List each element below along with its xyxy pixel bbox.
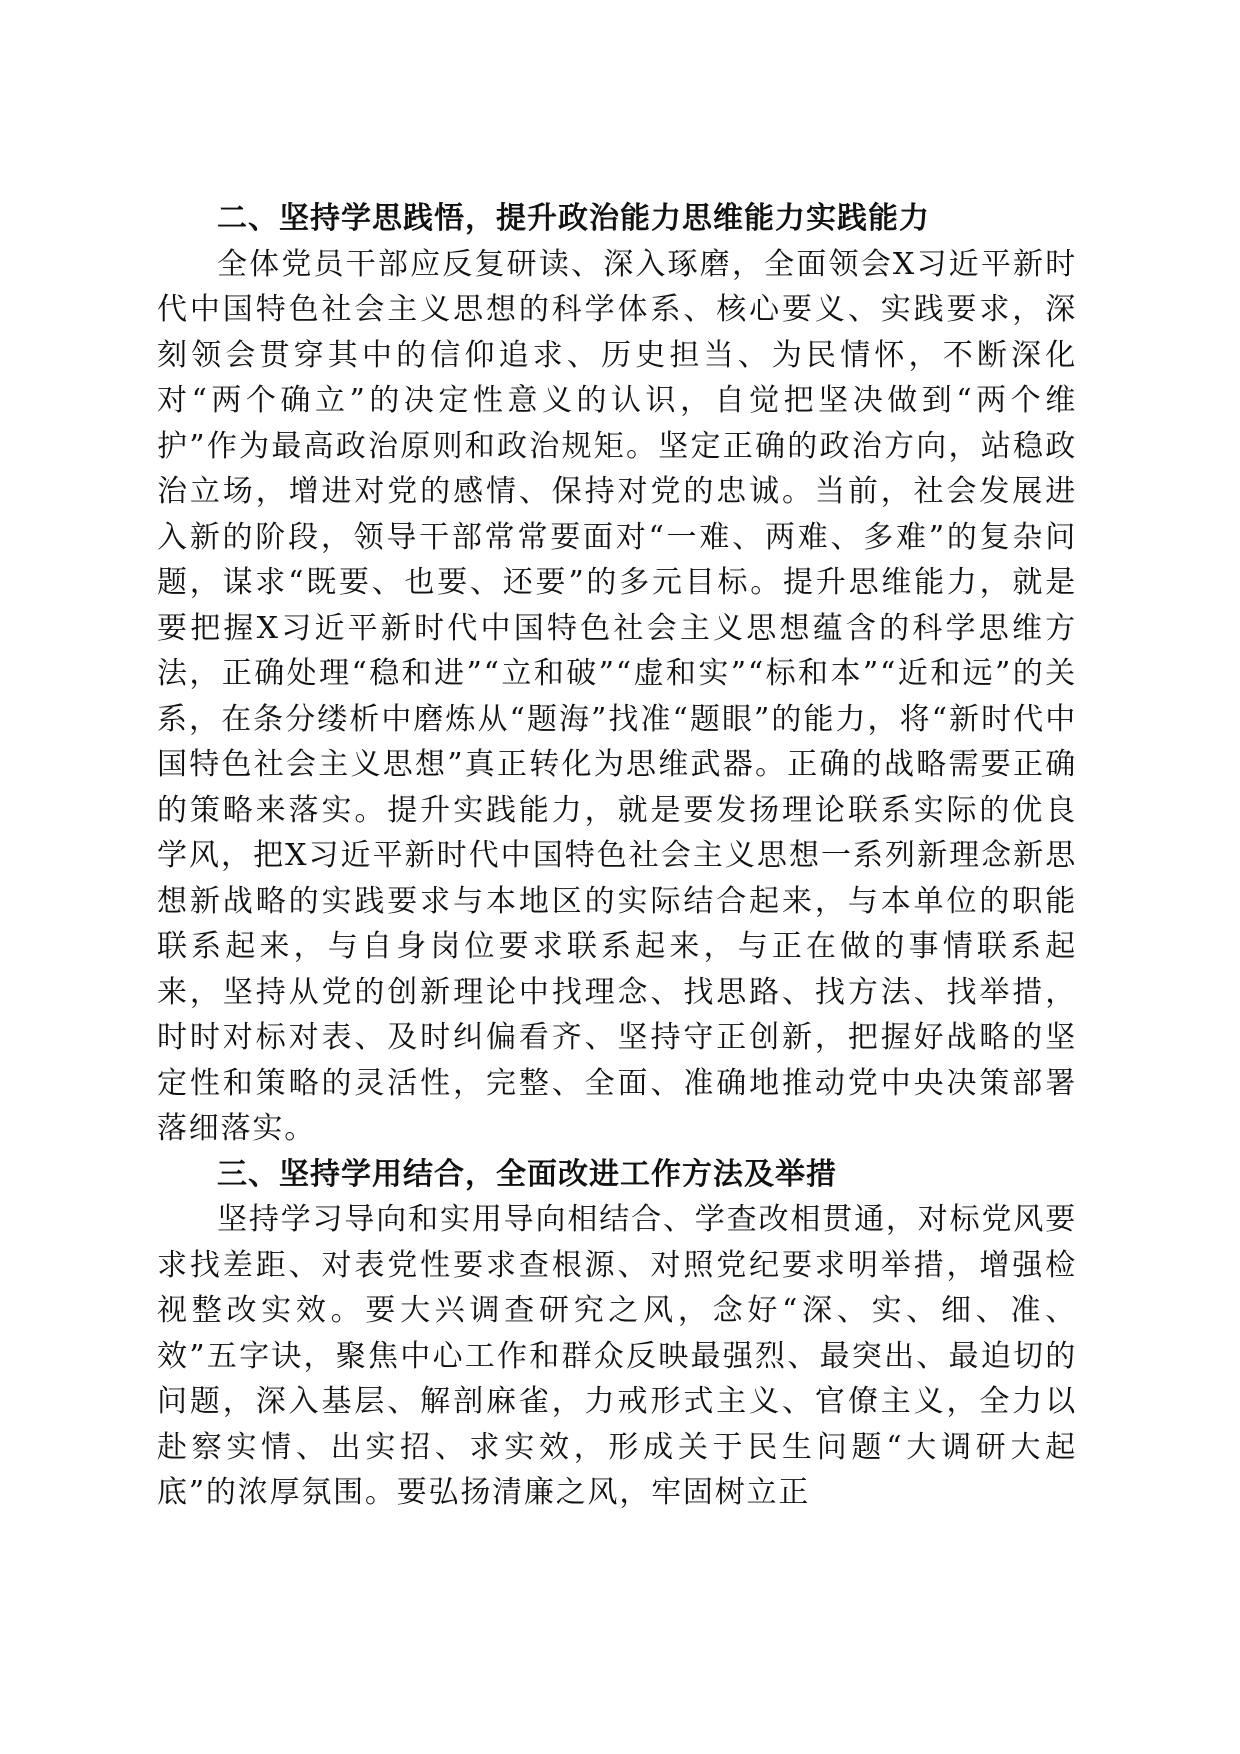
section-2-heading: 二、坚持学思践悟，提升政治能力思维能力实践能力 xyxy=(217,201,930,236)
section-2-paragraph: 全体党员干部应反复研读、深入琢磨，全面领会X习近平新时代中国特色社会主义思想的科学体系、核心要义、实践要求，深刻领会贯穿其中的信仰追求、历史担当、为民情怀，不断深化对“两个确立”的决定性意义的认识，自觉把坚决做到“两个维护”作为最高政治原则和政治规矩。坚定正确的政治方向，站稳政治立场，增进对党的感情、保持对党的忠诚。当前，社会发展进入新的阶段，领导干部常常要面对“一难、两难、多难”的复杂问题，谋求“既要、也要、还要”的多元目标。提升思维能力，就是要把握X习近平新时代中国特色社会主义思想蕴含的科学思维方法，正确处理“稳和进”“立和破”“虚和实”“标和本”“近和远”的关系，在条分缕析中磨炼从“题海”找准“题眼”的能力，将“新时代中国特色社会主义思想”真正转化为思维武器。正确的战略需要正确的策略来落实。提升实践能力，就是要发扬理论联系实际的优良学风，把X习近平新时代中国特色社会主义思想一系列新理念新思想新战略的实践要求与本地区的实际结合起来，与本单位的职能联系起来，与自身岗位要求联系起来，与正在做的事情联系起来，坚持从党的创新理论中找理念、找思路、找方法、找举措，时时对标对表、及时纠偏看齐、坚持守正创新，把握好战略的坚定性和策略的灵活性，完整、全面、准确地推动党中央决策部署落细落实。 xyxy=(157,246,1077,1146)
section-3-paragraph: 坚持学习导向和实用导向相结合、学查改相贯通，对标党风要求找差距、对表党性要求查根源、对照党纪要求明举措，增强检视整改实效。要大兴调查研究之风，念好“深、实、细、准、效”五字诀，聚焦中心工作和群众反映最强烈、最突出、最迫切的问题，深入基层、解剖麻雀，力戒形式主义、官僚主义，全力以赴察实情、出实招、求实效，形成关于民生问题“大调研大起底”的浓厚氛围。要弘扬清廉之风，牢固树立正 xyxy=(157,1202,1077,1510)
section-3-heading: 三、坚持学用结合，全面改进工作方法及举措 xyxy=(217,1156,837,1192)
document-body xyxy=(157,196,1077,1516)
